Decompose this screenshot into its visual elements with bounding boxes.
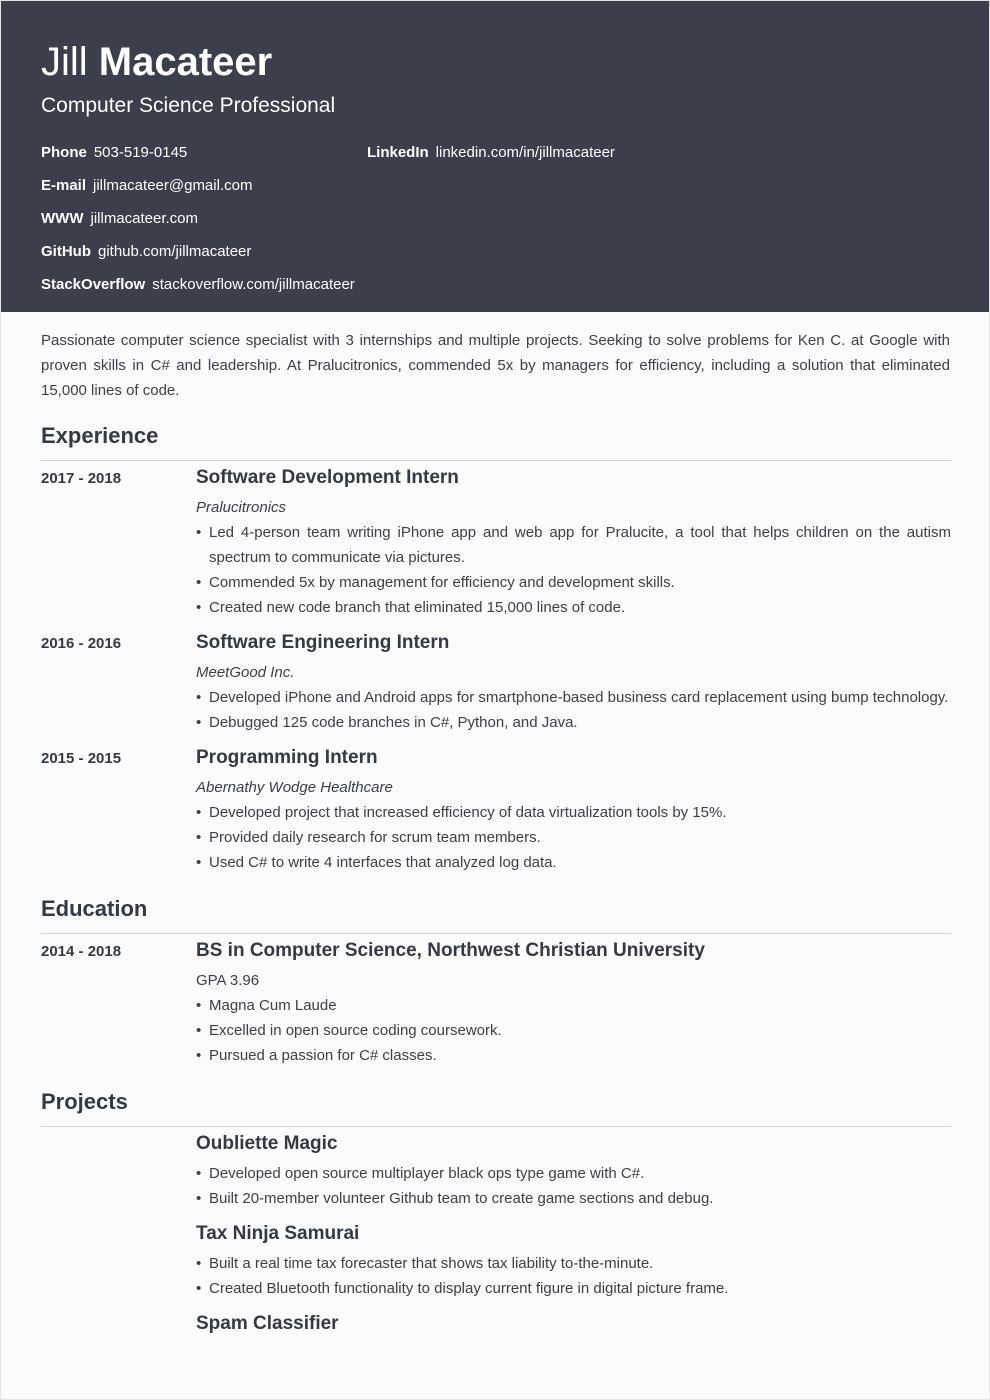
project-bullet — [196, 1251, 951, 1276]
contact-phone — [41, 143, 187, 163]
bullet-marker: • — [196, 599, 202, 616]
project-bullet — [196, 1161, 951, 1186]
projects-heading: Projects — [41, 1088, 951, 1127]
education-gpa: GPA 3.96 — [196, 972, 260, 989]
bullet-text: Built 20-member volunteer Github team to create game sections and debug. — [209, 1190, 714, 1207]
last-name: Macateer — [98, 40, 273, 84]
bullet-text: Debugged 125 code branches in C#, Python, and Java. — [209, 714, 578, 731]
bullet-marker: • — [196, 804, 202, 821]
job-bullet — [196, 710, 951, 735]
contact-value: github.com/jillmacateer — [98, 243, 252, 260]
bullet-text: Developed open source multiplayer black ops type game with C#. — [209, 1165, 645, 1182]
project-name: Spam Classifier — [196, 1313, 339, 1334]
bullet-marker: • — [196, 1022, 202, 1039]
bullet-marker: • — [196, 1255, 202, 1272]
bullet-marker: • — [196, 1280, 202, 1297]
bullet-text: Used C# to write 4 interfaces that analyzed log data. — [209, 854, 557, 871]
job-role: Programming Intern — [196, 747, 378, 768]
job-role: Software Development Intern — [196, 467, 459, 488]
project-name: Tax Ninja Samurai — [196, 1223, 360, 1244]
bullet-marker: • — [196, 714, 202, 731]
bullet-marker: • — [196, 854, 202, 871]
bullet-text: Magna Cum Laude — [209, 997, 337, 1014]
job-title: Computer Science Professional — [41, 94, 336, 117]
first-name: Jill — [41, 40, 88, 84]
education-degree: BS in Computer Science, Northwest Christian University — [196, 940, 705, 961]
job-company: MeetGood Inc. — [196, 664, 295, 681]
contact-value: jillmacateer@gmail.com — [93, 177, 253, 194]
job-dates: 2016 - 2016 — [41, 635, 122, 652]
project-bullet — [196, 1186, 951, 1211]
bullet-text: Led 4-person team writing iPhone app and web app for Pralucite, a tool that helps children on the autism spectrum to communicate via pictures. — [209, 524, 951, 566]
bullet-text: Developed iPhone and Android apps for smartphone-based business card replacement using bump technology. — [209, 689, 949, 706]
contact-value: linkedin.com/in/jillmacateer — [435, 144, 615, 161]
bullet-text: Pursued a passion for C# classes. — [209, 1047, 437, 1064]
bullet-text: Commended 5x by management for efficiency and development skills. — [209, 574, 675, 591]
job-bullet — [196, 800, 951, 825]
bullet-text: Built a real time tax forecaster that shows tax liability to-the-minute. — [209, 1255, 654, 1272]
full-name — [41, 39, 272, 85]
job-bullet — [196, 570, 951, 595]
contact-label: StackOverflow — [41, 276, 146, 293]
contact-label: E-mail — [41, 177, 87, 194]
education-dates: 2014 - 2018 — [41, 943, 122, 960]
job-role: Software Engineering Intern — [196, 632, 450, 653]
project-name: Oubliette Magic — [196, 1133, 338, 1154]
bullet-marker: • — [196, 574, 202, 591]
job-bullet — [196, 825, 951, 850]
bullet-text: Excelled in open source coding coursework. — [209, 1022, 502, 1039]
contact-github — [41, 242, 251, 262]
contact-linkedin — [367, 143, 615, 163]
contact-label: LinkedIn — [367, 144, 429, 161]
contact-value: 503-519-0145 — [93, 144, 188, 161]
education-bullet — [196, 993, 951, 1018]
job-bullet — [196, 685, 951, 710]
education-bullet — [196, 1018, 951, 1043]
bullet-marker: • — [196, 524, 202, 541]
contact-value: jillmacateer.com — [90, 210, 199, 227]
contact-website — [41, 209, 198, 229]
bullet-marker: • — [196, 1165, 202, 1182]
education-heading: Education — [41, 895, 951, 934]
contact-label: Phone — [41, 144, 87, 161]
bullet-marker: • — [196, 1047, 202, 1064]
job-company: Abernathy Wodge Healthcare — [196, 779, 393, 796]
job-dates: 2015 - 2015 — [41, 750, 122, 767]
job-bullet — [196, 520, 951, 570]
bullet-text: Provided daily research for scrum team members. — [209, 829, 541, 846]
bullet-marker: • — [196, 1190, 202, 1207]
bullet-text: Created new code branch that eliminated 15,000 lines of code. — [209, 599, 626, 616]
education-bullet — [196, 1043, 951, 1068]
contact-label: GitHub — [41, 243, 91, 260]
contact-label: WWW — [41, 210, 84, 227]
bullet-marker: • — [196, 689, 202, 706]
contact-value: stackoverflow.com/jillmacateer — [152, 276, 355, 293]
job-company: Pralucitronics — [196, 499, 287, 516]
summary-paragraph: Passionate computer science specialist with 3 internships and multiple projects. Seeking to solve problems for Ken C. at Google with proven skills in C# and leadership. At Pralucitronics, commended 5x by managers for efficiency, including a solution that eliminated 15,000 lines of code. — [41, 332, 950, 399]
bullet-marker: • — [196, 997, 202, 1014]
bullet-marker: • — [196, 829, 202, 846]
bullet-text: Developed project that increased efficiency of data virtualization tools by 15%. — [209, 804, 727, 821]
job-bullet — [196, 595, 951, 620]
resume-header — [1, 1, 990, 312]
project-bullet — [196, 1276, 951, 1301]
experience-heading: Experience — [41, 422, 951, 461]
contact-email — [41, 176, 252, 196]
job-bullet — [196, 850, 951, 875]
job-dates: 2017 - 2018 — [41, 470, 122, 487]
contact-stackoverflow — [41, 275, 355, 295]
bullet-text: Created Bluetooth functionality to display current figure in digital picture frame. — [209, 1280, 729, 1297]
